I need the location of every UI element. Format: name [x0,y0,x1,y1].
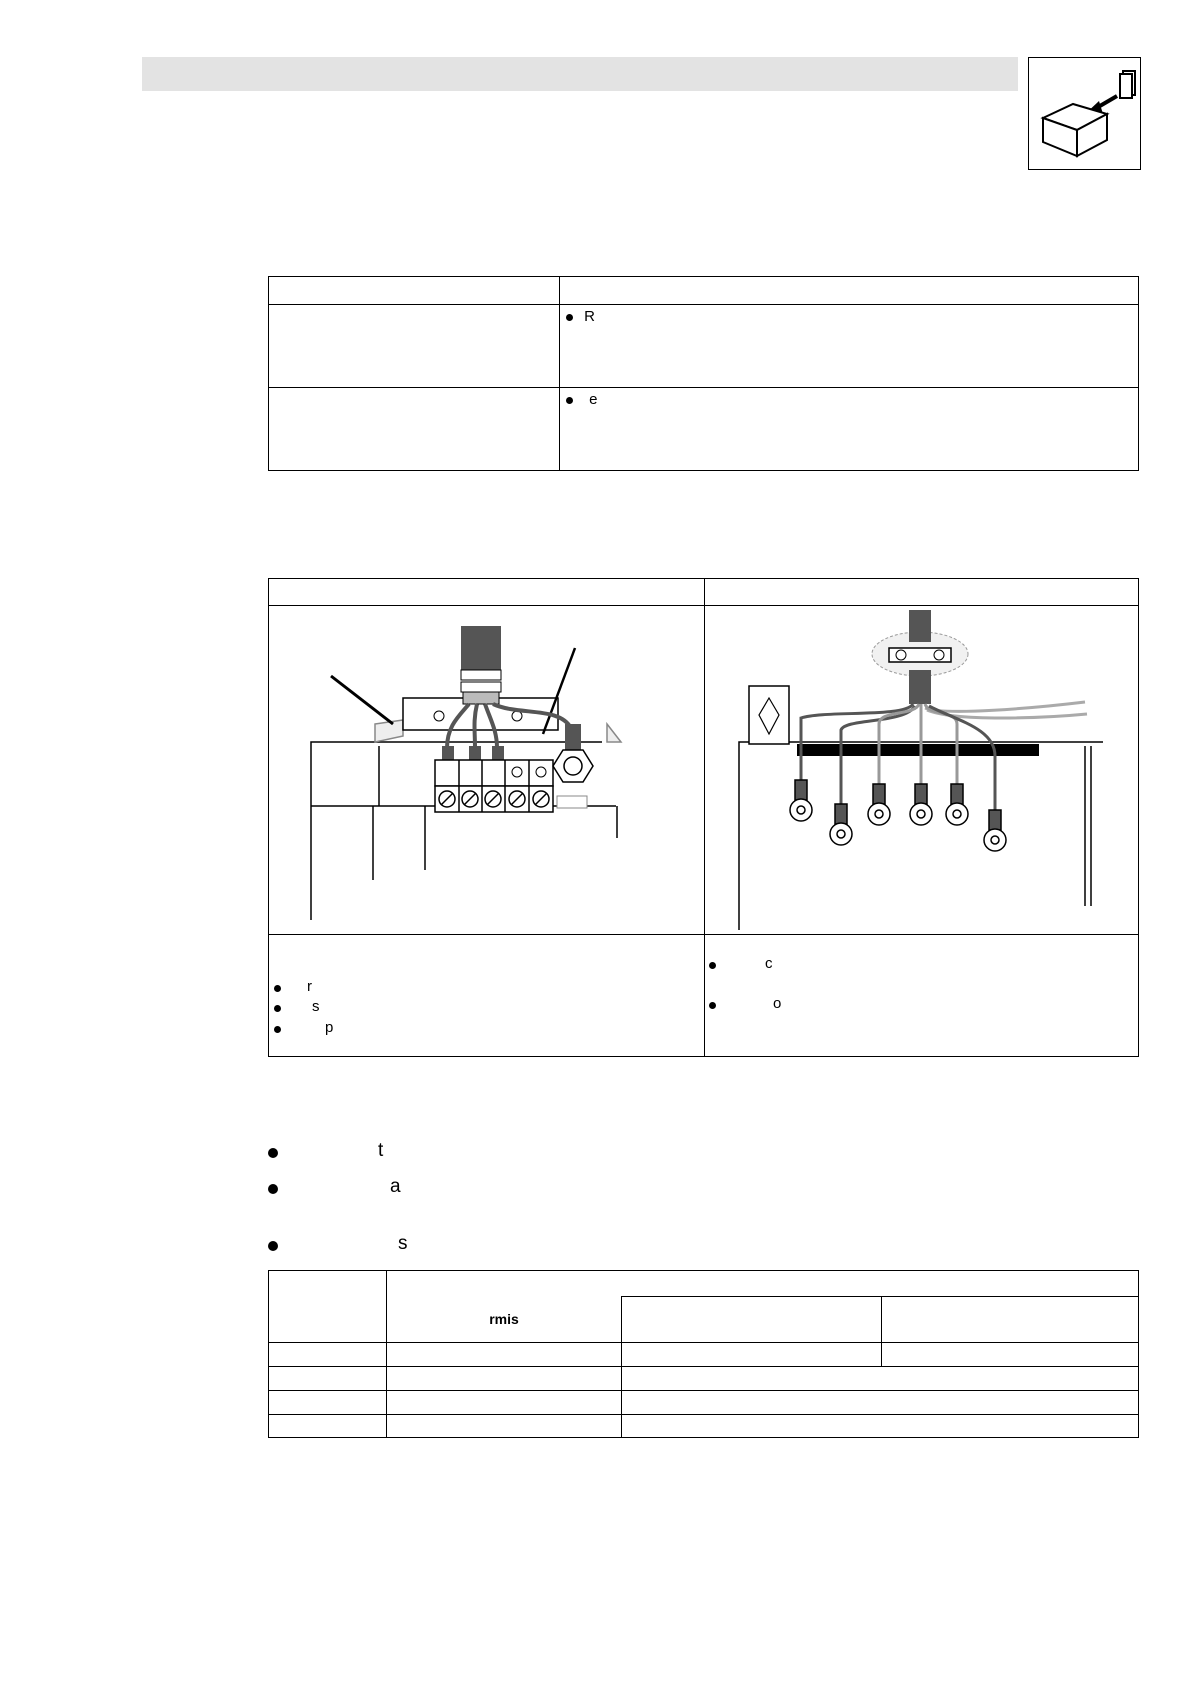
table-1-header-left [269,277,560,305]
bullet-icon [709,1002,716,1009]
table-3 [268,1270,1139,1438]
chapter-icon [1028,57,1141,170]
table-1-row-1-text: R [584,308,596,325]
table-1-row-1-label [269,305,560,388]
table-3-header-3 [882,1297,1139,1343]
box-insert-icon [1029,58,1140,169]
table-cell [387,1415,622,1438]
bullet-icon [268,1148,278,1158]
table-1-row-1-content [560,305,1139,388]
table-row [269,1415,387,1438]
bullet-icon [268,1241,278,1251]
table-3-header-1 [387,1297,622,1343]
table-2-header-left [269,579,705,606]
table-3-group-header [387,1271,1139,1297]
table-2-notes-right-cell [705,935,1139,1057]
table-1-header-right [560,277,1139,305]
table-2-notes-left-cell [269,935,705,1057]
table-1 [268,276,1139,471]
left-note-1: r [307,978,312,995]
table-cell [387,1391,622,1415]
bullet-icon [268,1184,278,1194]
bullet-item-1: t [378,1140,384,1161]
table-1-row-2-label [269,388,560,471]
bullet-icon [566,314,573,321]
table-row [269,1343,387,1367]
table-3-header-2 [622,1297,882,1343]
header-band [142,57,1018,91]
table-cell [622,1367,1139,1391]
table-cell [622,1391,1139,1415]
table-cell [387,1367,622,1391]
left-note-2: s [312,998,320,1015]
right-note-2: o [773,995,782,1012]
table-2-header-right [705,579,1139,606]
table-1-row-2-text: e [589,391,598,408]
table-cell [622,1343,882,1367]
table-row [269,1367,387,1391]
bullet-icon [709,962,716,969]
table-cell [387,1343,622,1367]
terminal-connection-diagram [269,606,703,934]
table-3-header-1-label: rmis [489,1310,519,1327]
table-1-row-2-content [560,388,1139,471]
bullet-icon [274,985,281,992]
right-note-1: c [765,955,773,972]
bullet-icon [566,397,573,404]
left-note-3: p [325,1019,334,1036]
bullet-item-3: s [398,1233,408,1254]
bullet-item-2: a [390,1176,401,1197]
table-3-corner-cell [269,1271,387,1343]
table-cell [622,1415,1139,1438]
ring-lug-connection-diagram [705,606,1139,934]
table-row [269,1391,387,1415]
table-cell [882,1343,1139,1367]
bullet-icon [274,1005,281,1012]
bullet-icon [274,1026,281,1033]
